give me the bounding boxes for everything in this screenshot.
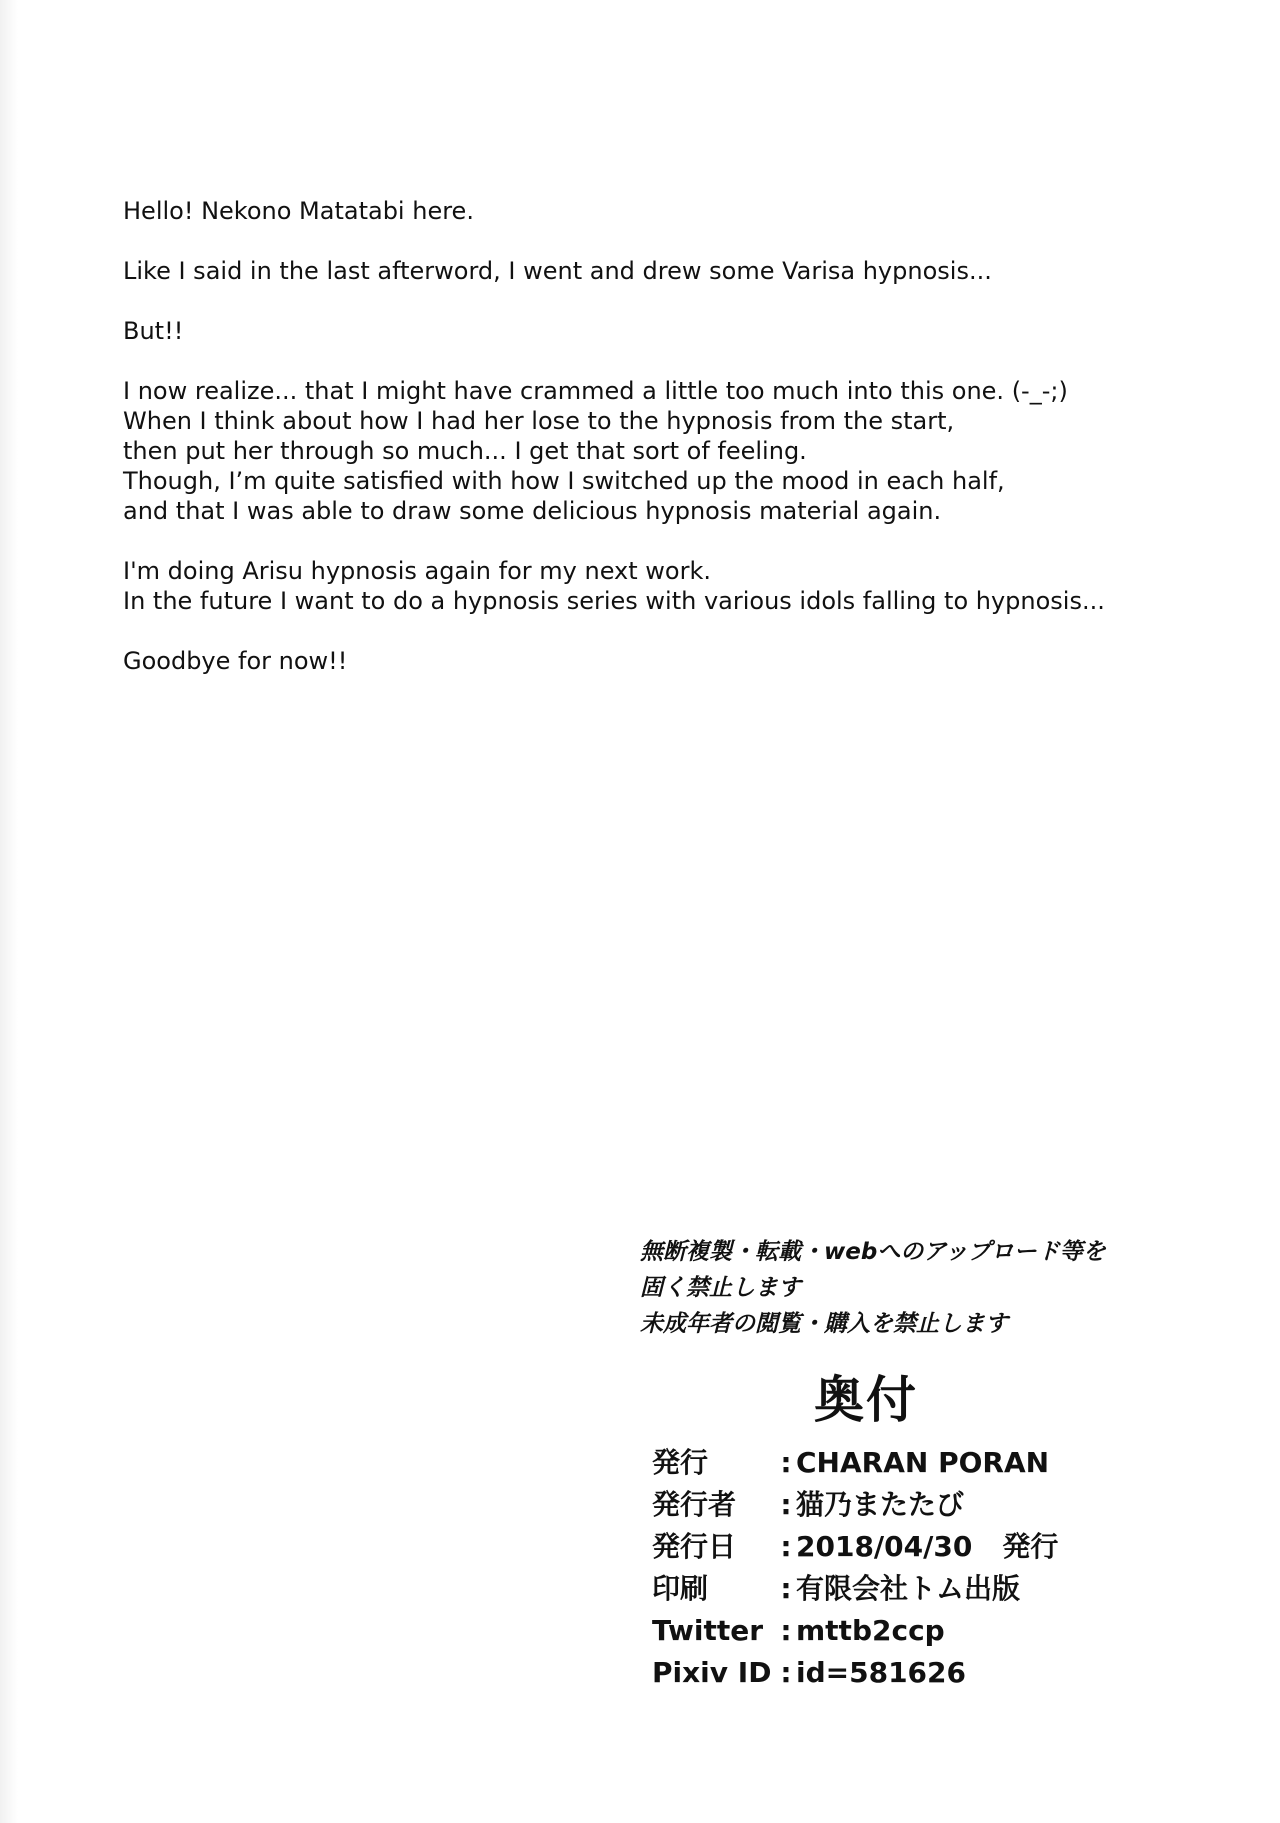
afterword-line: Though, I’m quite satisfied with how I switched up the mood in each half, (123, 467, 1005, 495)
afterword-line: But!! (123, 317, 184, 345)
colophon-key: 発行者 (652, 1488, 737, 1521)
afterword-paragraph (123, 316, 1183, 346)
afterword-line: Like I said in the last afterword, I went and drew some Varisa hypnosis... (123, 257, 992, 285)
colophon-row-printer (652, 1568, 1212, 1610)
notice-line: 固く禁止します (640, 1275, 801, 1301)
afterword-line: Hello! Nekono Matatabi here. (123, 197, 474, 225)
colophon-key: Twitter (652, 1614, 764, 1647)
afterword-line: and that I was able to draw some delicious hypnosis material again. (123, 497, 942, 525)
copyright-notice (640, 1234, 1180, 1342)
colophon-suffix: 発行 (1002, 1530, 1059, 1563)
colophon-separator: : (780, 1572, 792, 1605)
colophon-row-date (652, 1526, 1212, 1568)
colophon-key: Pixiv ID (652, 1656, 772, 1689)
afterword-text (123, 196, 1183, 706)
afterword-line: Goodbye for now!! (123, 647, 348, 675)
colophon-row-twitter (652, 1610, 1212, 1652)
afterword-line: I now realize... that I might have crammed a little too much into this one. (-_-;) (123, 377, 1068, 405)
colophon-separator: : (780, 1656, 792, 1689)
colophon-table (652, 1442, 1212, 1694)
afterword-line: then put her through so much... I get that sort of feeling. (123, 437, 807, 465)
afterword-paragraph (123, 556, 1183, 616)
afterword-paragraph (123, 256, 1183, 286)
afterword-paragraph (123, 196, 1183, 226)
colophon-value: mttb2ccp (796, 1614, 945, 1647)
colophon-separator: : (780, 1488, 792, 1521)
afterword-paragraph (123, 376, 1183, 526)
colophon-key: 発行 (652, 1446, 709, 1479)
afterword-line: I'm doing Arisu hypnosis again for my next work. (123, 557, 711, 585)
colophon-value: 2018/04/30 (796, 1530, 973, 1563)
colophon-title: 奥付 (814, 1371, 918, 1429)
afterword-paragraph (123, 646, 1183, 676)
colophon-key: 発行日 (652, 1530, 737, 1563)
colophon-value: 有限会社トム出版 (796, 1572, 1021, 1605)
colophon-value: CHARAN PORAN (796, 1446, 1050, 1479)
colophon-value: id=581626 (796, 1656, 966, 1689)
notice-line: 未成年者の閲覧・購入を禁止します (640, 1311, 1008, 1337)
colophon-key: 印刷 (652, 1572, 709, 1605)
colophon-separator: : (780, 1446, 792, 1479)
colophon-row-publisher (652, 1442, 1212, 1484)
colophon-value: 猫乃またたび (796, 1488, 965, 1521)
colophon-row-pixiv (652, 1652, 1212, 1694)
afterword-line: In the future I want to do a hypnosis series with various idols falling to hypnosis... (123, 587, 1105, 615)
notice-line: 無断複製・転載・webへのアップロード等を (640, 1239, 1106, 1265)
colophon-separator: : (780, 1530, 792, 1563)
afterword-line: When I think about how I had her lose to the hypnosis from the start, (123, 407, 955, 435)
colophon-row-issuer (652, 1484, 1212, 1526)
page-edge-shadow (0, 0, 18, 1823)
colophon-separator: : (780, 1614, 792, 1647)
